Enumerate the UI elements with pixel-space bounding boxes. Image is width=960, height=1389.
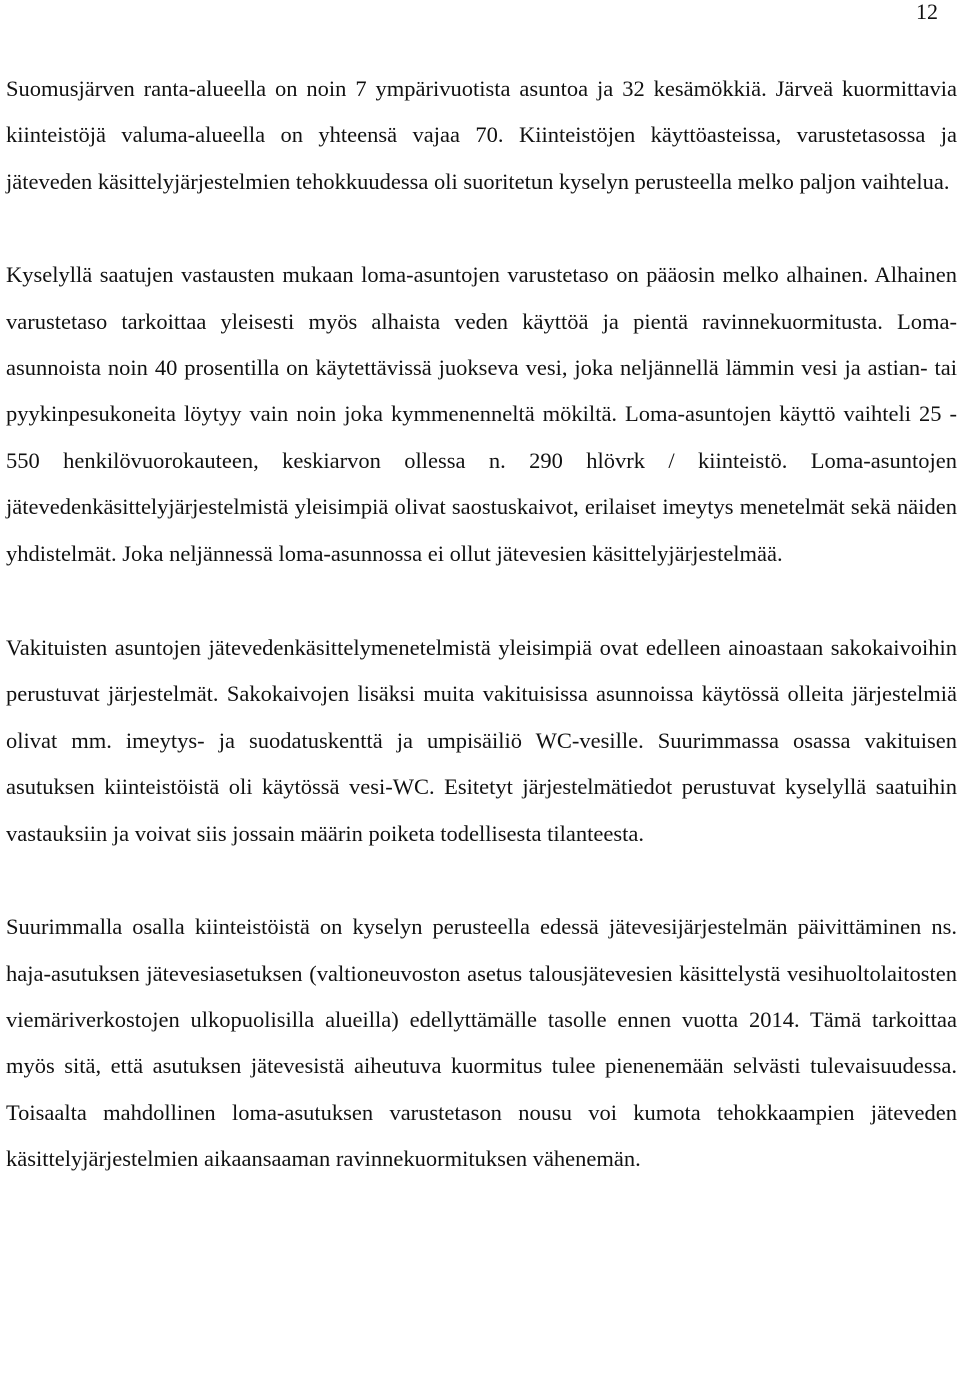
paragraph-permanent-homes: Vakituisten asuntojen jätevedenkäsittelymenetelmistä yleisimpiä ovat edelleen ainoastaan sakokaivoihin perustuvat järjestelmät. Sakokaivojen lisäksi muita vakituisissa asunnoissa käytössä olleita järjestelmiä olivat mm. imeytys- ja suodatuskenttä ja umpisäiliö WC-vesille. Suurimmassa osassa vakituisen asutuksen kiinteistöistä oli käytössä vesi-WC. Esitetyt järjestelmätiedot perustuvat kyselyllä saatuihin vastauksiin ja voivat siis jossain määrin poiketa todellisesta tilanteesta. — [6, 635, 957, 846]
page-number: 12 — [916, 0, 938, 24]
document-body — [6, 66, 957, 1183]
paragraph-system-upgrades: Suurimmalla osalla kiinteistöistä on kyselyn perusteella edessä jätevesijärjestelmän päivittäminen ns. haja-asutuksen jätevesiasetuksen (valtioneuvoston asetus talousjätevesien käsittelystä vesihuoltolaitosten viemäriverkostojen ulkopuolisilla alueilla) edellyttämälle tasolle ennen vuotta 2014. Tämä tarkoittaa myös sitä, että asutuksen jätevesistä aiheutuva kuormitus tulee pienenemään selvästi tulevaisuudessa. Toisaalta mahdollinen loma-asutuksen varustetason nousu voi kumota tehokkaampien jäteveden käsittelyjärjestelmien aikaansaaman ravinnekuormituksen vähenemän. — [6, 914, 957, 1172]
paragraph-shoreline-properties: Suomusjärven ranta-alueella on noin 7 ympärivuotista asuntoa ja 32 kesämökkiä. Järveä kuormittavia kiinteistöjä valuma-alueella on yhteensä vajaa 70. Kiinteistöjen käyttöasteissa, varustetasossa ja jäteveden käsittelyjärjestelmien tehokkuudessa oli suoritetun kyselyn perusteella melko paljon vaihtelua. — [6, 76, 957, 194]
paragraph-holiday-homes: Kyselyllä saatujen vastausten mukaan loma-asuntojen varustetaso on pääosin melko alhainen. Alhainen varustetaso tarkoittaa yleisesti myös alhaista veden käyttöä ja pientä ravinnekuormitusta. Loma-asunnoista noin 40 prosentilla on käytettävissä juokseva vesi, joka neljännellä lämmin vesi ja astian- tai pyykinpesukoneita löytyy vain noin joka kymmenenneltä mökiltä. Loma-asuntojen käyttö vaihteli 25 - 550 henkilövuorokauteen, keskiarvon ollessa n. 290 hlövrk / kiinteistö. Loma-asuntojen jätevedenkäsittelyjärjestelmistä yleisimpiä olivat saostuskaivot, erilaiset imeytys menetelmät sekä näiden yhdistelmät. Joka neljännessä loma-asunnossa ei ollut jätevesien käsittelyjärjestelmää. — [6, 262, 957, 566]
